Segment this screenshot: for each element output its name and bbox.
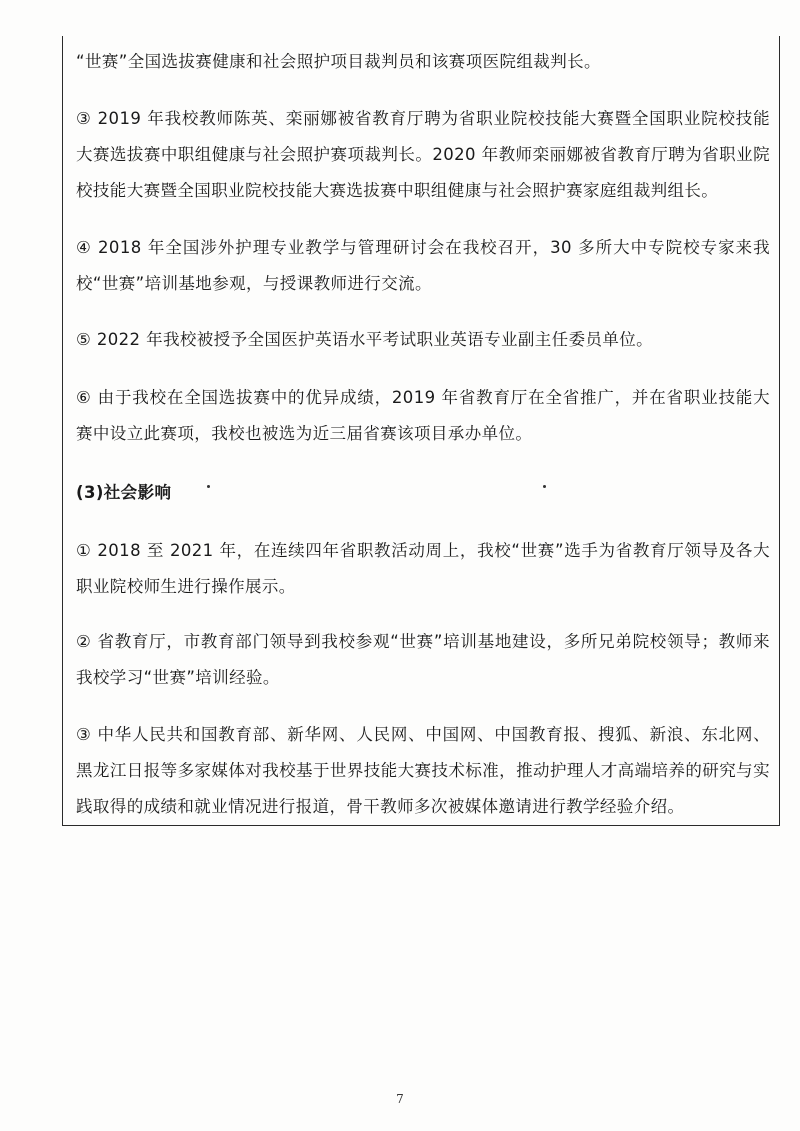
paragraph-continuation: “世赛”全国选拔赛健康和社会照护项目裁判员和该赛项医院组裁判长。 <box>76 52 601 71</box>
paragraph-item-3: ③ 2019 年我校教师陈英、栾丽娜被省教育厅聘为省职业院校技能大赛暨全国职业院校技能大赛选拔赛中职组健康与社会照护赛项裁判长。2020 年教师栾丽娜被省教育厅聘为省职业院校技能大赛暨全国职业院校技能大赛选拔赛中职组健康与社会照护赛家庭组裁判组长。 <box>76 109 770 200</box>
paragraph-item-4: ④ 2018 年全国涉外护理专业教学与管理研讨会在我校召开，30 多所大中专院校专家来我校“世赛”培训基地参观，与授课教师进行交流。 <box>76 238 770 293</box>
scan-speck <box>207 485 210 488</box>
paragraph-impact-2: ② 省教育厅，市教育部门领导到我校参观“世赛”培训基地建设，多所兄弟院校领导；教师来我校学习“世赛”培训经验。 <box>76 632 770 687</box>
paragraph-impact-1: ① 2018 至 2021 年，在连续四年省职教活动周上，我校“世赛”选手为省教育厅领导及各大职业院校师生进行操作展示。 <box>76 541 770 596</box>
page-number: 7 <box>396 1092 404 1106</box>
scan-speck <box>543 485 546 488</box>
paragraph-impact-3: ③ 中华人民共和国教育部、新华网、人民网、中国网、中国教育报、搜狐、新浪、东北网、黑龙江日报等多家媒体对我校基于世界技能大赛技术标准，推动护理人才高端培养的研究与实践取得的成绩和就业情况进行报道，骨干教师多次被媒体邀请进行教学经验介绍。 <box>76 725 770 816</box>
paragraph-item-5: ⑤ 2022 年我校被授予全国医护英语水平考试职业英语专业副主任委员单位。 <box>76 330 654 349</box>
section-heading-social-impact: (3)社会影响 <box>76 483 172 502</box>
paragraph-item-6: ⑥ 由于我校在全国选拔赛中的优异成绩，2019 年省教育厅在全省推广，并在省职业技能大赛中设立此赛项，我校也被选为近三届省赛该项目承办单位。 <box>76 388 770 443</box>
